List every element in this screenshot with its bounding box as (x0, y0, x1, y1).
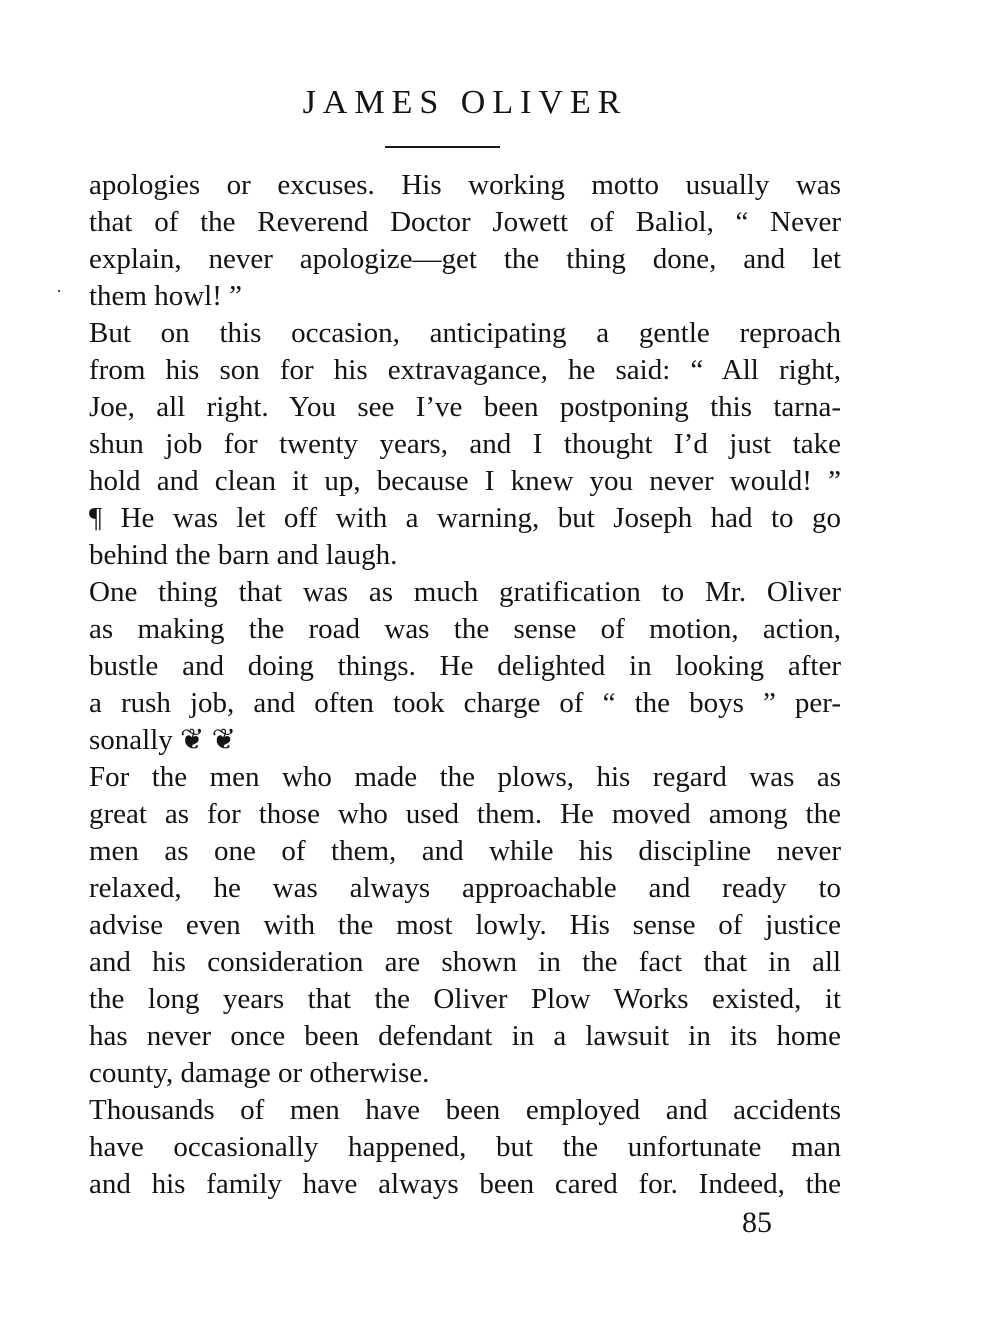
text-line: behind the barn and laugh. (89, 539, 398, 571)
text-line: Joe, all right. You see I’ve been postponing this tarna- (89, 391, 841, 423)
text-line: and his consideration are shown in the fact that in all (89, 946, 841, 978)
text-line: sonally ❦ ❦ (89, 724, 236, 756)
text-line: hold and clean it up, because I knew you never would! ” (89, 465, 841, 497)
text-line: explain, never apologize—get the thing done, and let (89, 243, 841, 275)
text-line: relaxed, he was always approachable and ready to (89, 872, 841, 904)
page-number: 85 (742, 1206, 772, 1239)
margin-speck (58, 290, 60, 292)
head-rule (385, 146, 500, 148)
text-line: But on this occasion, anticipating a gentle reproach (89, 317, 841, 349)
text-line: advise even with the most lowly. His sense of justice (89, 909, 841, 941)
text-line: shun job for twenty years, and I thought I’d just take (89, 428, 841, 460)
text-line: bustle and doing things. He delighted in looking after (89, 650, 841, 682)
text-line: the long years that the Oliver Plow Works existed, it (89, 983, 841, 1015)
text-line: Thousands of men have been employed and accidents (89, 1094, 841, 1126)
text-line: ¶ He was let off with a warning, but Joseph had to go (89, 502, 841, 534)
text-line: as making the road was the sense of motion, action, (89, 613, 841, 645)
text-line: a rush job, and often took charge of “ the boys ” per- (89, 687, 841, 719)
text-line: have occasionally happened, but the unfortunate man (89, 1131, 841, 1163)
text-line: One thing that was as much gratification to Mr. Oliver (89, 576, 841, 608)
text-line: men as one of them, and while his discipline never (89, 835, 841, 867)
body-text (89, 167, 841, 1203)
text-line: county, damage or otherwise. (89, 1057, 430, 1089)
text-line: great as for those who used them. He moved among the (89, 798, 841, 830)
text-line: them howl! ” (89, 280, 243, 312)
text-line: from his son for his extravagance, he said: “ All right, (89, 354, 841, 386)
text-line: that of the Reverend Doctor Jowett of Baliol, “ Never (89, 206, 841, 238)
running-head: JAMES OLIVER (302, 84, 628, 121)
text-line: apologies or excuses. His working motto usually was (89, 169, 841, 201)
text-line: For the men who made the plows, his regard was as (89, 761, 841, 793)
text-line: and his family have always been cared for. Indeed, the (89, 1168, 841, 1200)
text-line: has never once been defendant in a lawsuit in its home (89, 1020, 841, 1052)
